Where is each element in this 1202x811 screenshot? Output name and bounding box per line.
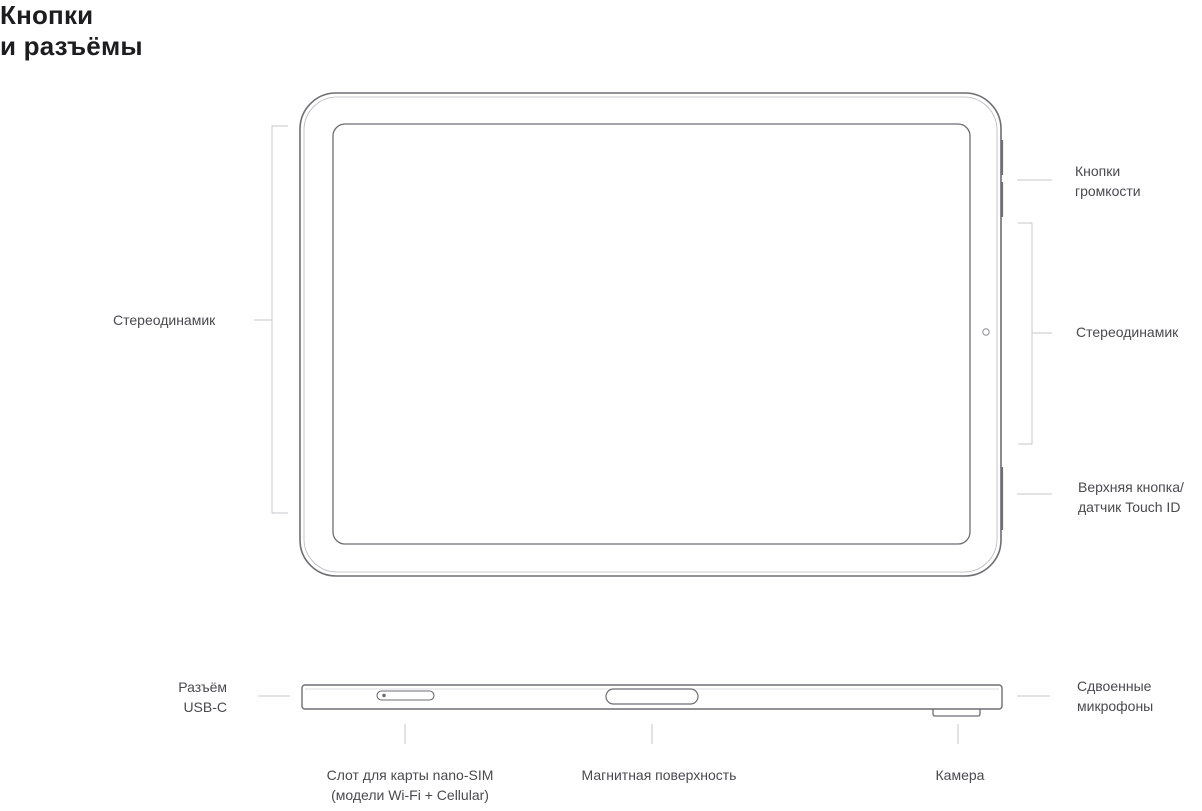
tablet-body-outline [300, 93, 1001, 576]
front-camera-icon [983, 329, 989, 335]
label-magnetic-surface: Магнитная поверхность [581, 767, 737, 783]
label-sim-slot [300, 765, 520, 805]
tablet-edge-view [302, 685, 1002, 716]
tablet-screen [333, 124, 970, 544]
label-stereo-speaker-left: Стереодинамик [113, 312, 216, 328]
label-volume-buttons-line-2: громкости [1075, 183, 1141, 199]
right-speaker-bracket [1018, 223, 1052, 444]
label-dual-mics-line-1: Сдвоенные [1077, 678, 1152, 694]
label-sim-slot-line-1: Слот для карты nano-SIM [326, 767, 494, 783]
magnetic-surface-shape [606, 689, 698, 704]
label-usb-c-line-1: Разъём [178, 679, 227, 695]
label-top-button [1078, 477, 1184, 517]
label-volume-buttons [1075, 161, 1141, 201]
label-volume-buttons-line-1: Кнопки [1075, 163, 1121, 179]
page-title-line-1: Кнопки [0, 0, 94, 30]
label-dual-mics [1077, 676, 1153, 716]
sim-eject-hole [382, 694, 386, 698]
label-usb-c [160, 677, 227, 717]
rear-camera-bump [933, 709, 980, 716]
left-speaker-bracket [254, 126, 288, 513]
tablet-front-view [300, 93, 1002, 576]
label-top-button-line-1: Верхняя кнопка/ [1078, 479, 1184, 495]
tablet-body-inner-outline [304, 97, 997, 572]
label-stereo-speaker-right: Стереодинамик [1076, 324, 1179, 340]
label-top-button-line-2: датчик Touch ID [1078, 499, 1181, 515]
label-usb-c-line-2: USB-C [183, 699, 227, 715]
label-dual-mics-line-2: микрофоны [1077, 698, 1154, 714]
label-camera: Камера [935, 767, 985, 783]
page-title-line-2: и разъёмы [0, 31, 143, 61]
label-sim-slot-line-2: (модели Wi-Fi + Cellular) [331, 787, 489, 803]
